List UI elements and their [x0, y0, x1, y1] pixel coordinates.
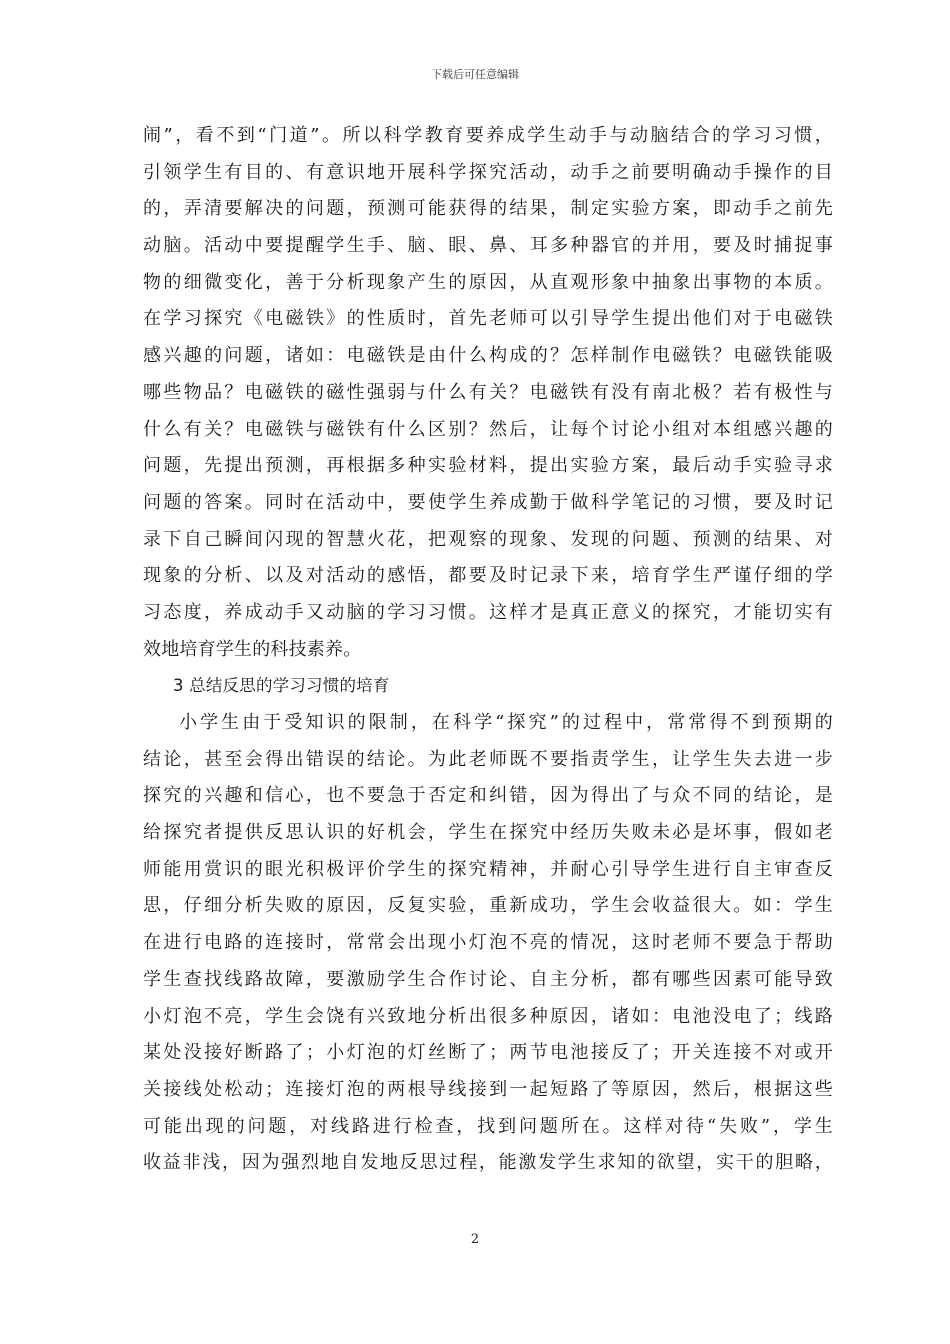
- body-line: 现象的分析、以及对活动的感悟，都要及时记录下来，培育学生严谨仔细的学: [143, 565, 833, 587]
- section-line: 关接线处松动；连接灯泡的两根导线接到一起短路了等原因，然后，根据这些: [143, 1078, 833, 1100]
- section-line: 师能用赏识的眼光积极评价学生的探究精神，并耐心引导学生进行自主审查反: [143, 858, 833, 880]
- section-line: 思，仔细分析失败的原因，反复实验，重新成功，学生会收益很大。如：学生: [143, 895, 833, 917]
- body-line: 效地培育学生的科技素养。: [143, 638, 362, 660]
- page-header: 下载后可任意编辑: [431, 68, 519, 81]
- body-line: 动脑。活动中要提醒学生手、脑、眼、鼻、耳多种器官的并用，要及时捕捉事: [143, 235, 833, 257]
- section-line: 某处没接好断路了；小灯泡的灯丝断了；两节电池接反了；开关连接不对或开: [143, 1042, 833, 1064]
- section-line: 给探究者提供反思认识的好机会，学生在探究中经历失败未必是坏事，假如老: [143, 822, 833, 844]
- body-line: 问题的答案。同时在活动中，要使学生养成勤于做科学笔记的习惯，要及时记: [143, 491, 833, 513]
- section-line: 探究的兴趣和信心，也不要急于否定和纠错，因为得出了与众不同的结论，是: [143, 785, 833, 807]
- document-body: [143, 118, 833, 1182]
- section-line: 可能出现的问题，对线路进行检查，找到问题所在。这样对待“失败”，学生: [143, 1115, 833, 1137]
- body-line: 物的细微变化，善于分析现象产生的原因，从直观形象中抽象出事物的本质。: [143, 271, 833, 293]
- body-line: 的，弄清要解决的问题，预测可能获得的结果，制定实验方案，即动手之前先: [143, 198, 833, 220]
- body-line: 感兴趣的问题，诸如：电磁铁是由什么构成的？怎样制作电磁铁？电磁铁能吸: [143, 345, 833, 367]
- section-line: 小学生由于受知识的限制，在科学“探究”的过程中，常常得不到预期的: [179, 712, 833, 733]
- body-line: 在学习探究《电磁铁》的性质时，首先老师可以引导学生提出他们对于电磁铁: [143, 308, 833, 330]
- body-line: 引领学生有目的、有意识地开展科学探究活动，动手之前要明确动手操作的目: [143, 161, 833, 183]
- body-line: 哪些物品？电磁铁的磁性强弱与什么有关？电磁铁有没有南北极？若有极性与: [143, 381, 833, 403]
- section-line: 收益非浅，因为强烈地自发地反思过程，能激发学生求知的欲望，实干的胆略，: [143, 1152, 833, 1174]
- body-line: 什么有关？电磁铁与磁铁有什么区别？然后，让每个讨论小组对本组感兴趣的: [143, 418, 833, 440]
- body-line: 问题，先提出预测，再根据多种实验材料，提出实验方案，最后动手实验寻求: [143, 455, 833, 477]
- section-line: 学生查找线路故障，要激励学生合作讨论、自主分析，都有哪些因素可能导致: [143, 968, 833, 990]
- section-line: 在进行电路的连接时，常常会出现小灯泡不亮的情况，这时老师不要急于帮助: [143, 932, 833, 954]
- section-heading: 3 总结反思的学习习惯的培育: [173, 676, 390, 696]
- section-line: 结论，甚至会得出错误的结论。为此老师既不要指责学生，让学生失去进一步: [143, 748, 833, 770]
- body-line: 录下自己瞬间闪现的智慧火花，把观察的现象、发现的问题、预测的结果、对: [143, 528, 833, 550]
- page-number: 2: [470, 1232, 480, 1247]
- section-line: 小灯泡不亮，学生会饶有兴致地分析出很多种原因，诸如：电池没电了；线路: [143, 1005, 833, 1027]
- body-line: 习态度，养成动手又动脑的学习习惯。这样才是真正意义的探究，才能切实有: [143, 601, 833, 623]
- body-line: 闹”，看不到“门道”。所以科学教育要养成学生动手与动脑结合的学习习惯，: [143, 125, 833, 146]
